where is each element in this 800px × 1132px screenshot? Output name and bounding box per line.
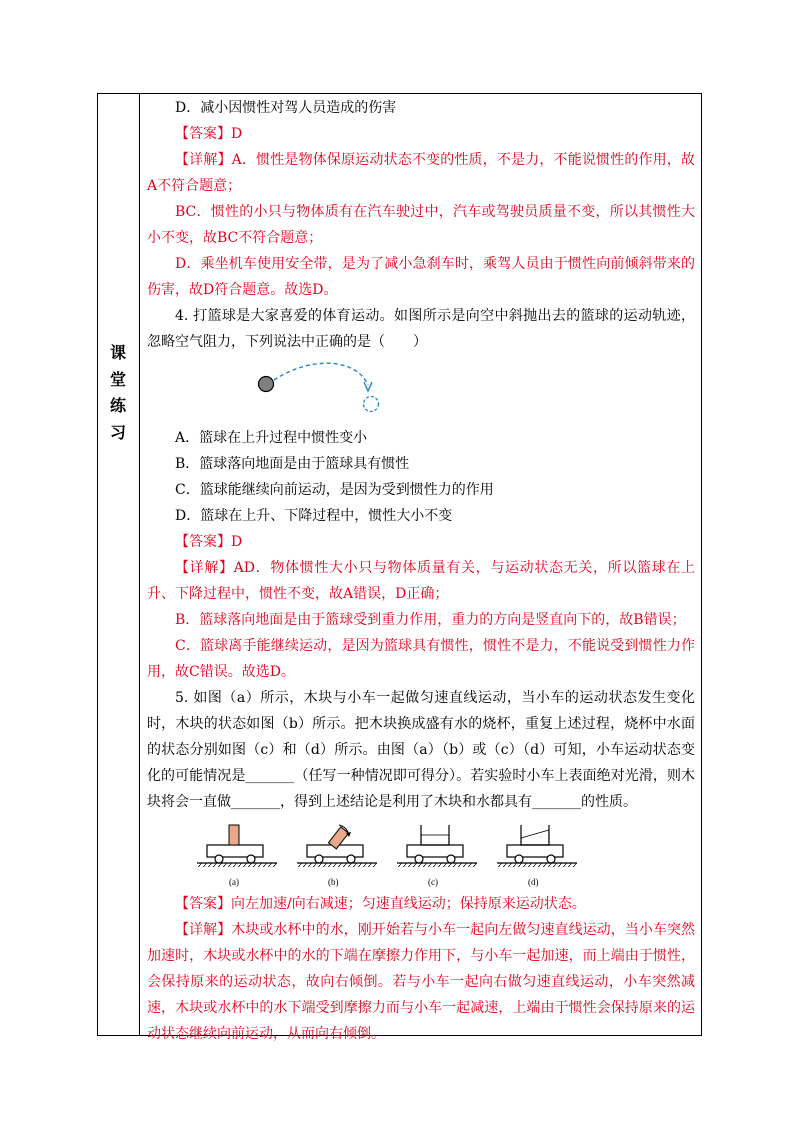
q4-stem: 4. 打篮球是大家喜爱的体育运动。如图所示是向空中斜抛出去的篮球的运动轨迹，忽略空气阻力，下列说法中正确的是（ ）: [147, 308, 695, 350]
section-label: [97, 340, 139, 446]
section-label-char: 习: [109, 422, 126, 442]
q4-detail-1: [147, 555, 695, 607]
trajectory-arrow-icon: [364, 382, 372, 391]
detail-text: 木块或水杯中的水，刚开始若与小车一起向左做匀速直线运动，当小车突然加速时，木块或水杯中的水的下端在摩擦力作用下，与小车一起加速，而上端由于惯性，会保持原来的运动状态，故向右倾倒。若与小车一起向右做匀速直线运动，小车突然减速，木块或水杯中的水下端受到摩擦力而与小车一起减速，上端由于惯性会保持原来的运动状态继续向前运动，从而向右倾倒。: [147, 922, 696, 1042]
detail-text: AD．物体惯性大小只与物体质量有关，与运动状态无关，所以篮球在上升、下降过程中，惯性不变，故A错误，D正确；: [147, 560, 695, 602]
q5-answer: [147, 891, 695, 917]
detail-tag: 【详解】: [175, 922, 232, 938]
figure-label: (c): [428, 877, 438, 887]
section-label-char: 课: [109, 343, 126, 362]
cart-figures: [195, 823, 585, 887]
q4-detail-2: B．篮球落向地面是由于篮球受到重力作用，重力的方向是竖直向下的，故B错误；: [175, 612, 686, 628]
trajectory-curve: [274, 363, 368, 385]
cart-figure-d: [497, 825, 577, 887]
q3-detail-2: BC．惯性的小只与物体质有在汽车驶过中，汽车或驾驶员质量不变，所以其惯性大小不变，故BC不符合题意；: [147, 204, 695, 246]
answer-tag: 【答案】: [175, 126, 231, 142]
cart-figure-c: [397, 825, 477, 887]
answer-text: D: [231, 534, 243, 550]
q4-option-a: A．篮球在上升过程中惯性变小: [175, 430, 368, 446]
basketball-trajectory-figure: [252, 361, 422, 423]
answer-tag: 【答案】: [175, 534, 231, 550]
q4-option-b: B．篮球落向地面是由于篮球具有惯性: [175, 456, 410, 472]
detail-tag: 【详解】: [175, 152, 232, 168]
answer-tag: 【答案】: [175, 896, 231, 912]
q3-answer: [147, 121, 695, 147]
wood-block: [229, 825, 239, 845]
q4-detail-3: C．篮球离手能继续运动，是因为篮球具有惯性，惯性不是力，不能说受到惯性力作用，故C错误。故选D。: [147, 638, 695, 680]
q4-answer: [147, 529, 695, 555]
landing-ball-outline: [364, 397, 379, 412]
content-column: [147, 93, 695, 1047]
q3-detail-3: D．乘坐机车使用安全带，是为了减小急刹车时，乘驾人员由于惯性向前倾斜带来的伤害，故D符合题意。故选D。: [147, 256, 695, 298]
q3-option-d: D．减小因惯性对驾人员造成的伤害: [175, 100, 397, 116]
answer-text: D: [231, 126, 243, 142]
column-divider: [139, 93, 140, 1036]
figure-label: (a): [229, 877, 239, 887]
section-label-char: 练: [109, 396, 126, 415]
q5-detail: [147, 917, 695, 1047]
answer-text: 向左加速/向右减速；匀速直线运动；保持原来运动状态。: [231, 896, 586, 912]
section-label-char: 堂: [109, 369, 126, 389]
cart-figure-b: [297, 825, 377, 887]
q3-detail-1: [147, 147, 695, 199]
figure-label: (d): [528, 877, 539, 887]
q4-option-d: D．篮球在上升、下降过程中，惯性大小不变: [175, 508, 453, 524]
detail-tag: 【详解】: [175, 560, 234, 576]
q4-option-c: C．篮球能继续向前运动，是因为受到惯性力的作用: [175, 482, 494, 498]
cart-figure-a: [197, 825, 277, 887]
beaker: [521, 825, 549, 845]
detail-text: A．惯性是物体保原运动状态不变的性质，不是力，不能说惯性的作用，故A不符合题意；: [147, 152, 696, 194]
figure-label: (b): [328, 877, 339, 887]
q5-stem: 5. 如图（a）所示，木块与小车一起做匀速直线运动，当小车的运动状态发生变化时，木块的状态如图（b）所示。把木块换成盛有水的烧杯，重复上述过程，烧杯中水面的状态分别如图（c）和（d）所示。由图（a）（b）或（c）（d）可知，小车运动状态变化的可能情况是_______（任写一种情况即可得分）。若实验时小车上表面绝对光滑，则木块将会一直做_______，得到上述结论是利用了木块和水都具有_______的性质。: [147, 690, 695, 810]
basketball-icon: [259, 377, 274, 392]
